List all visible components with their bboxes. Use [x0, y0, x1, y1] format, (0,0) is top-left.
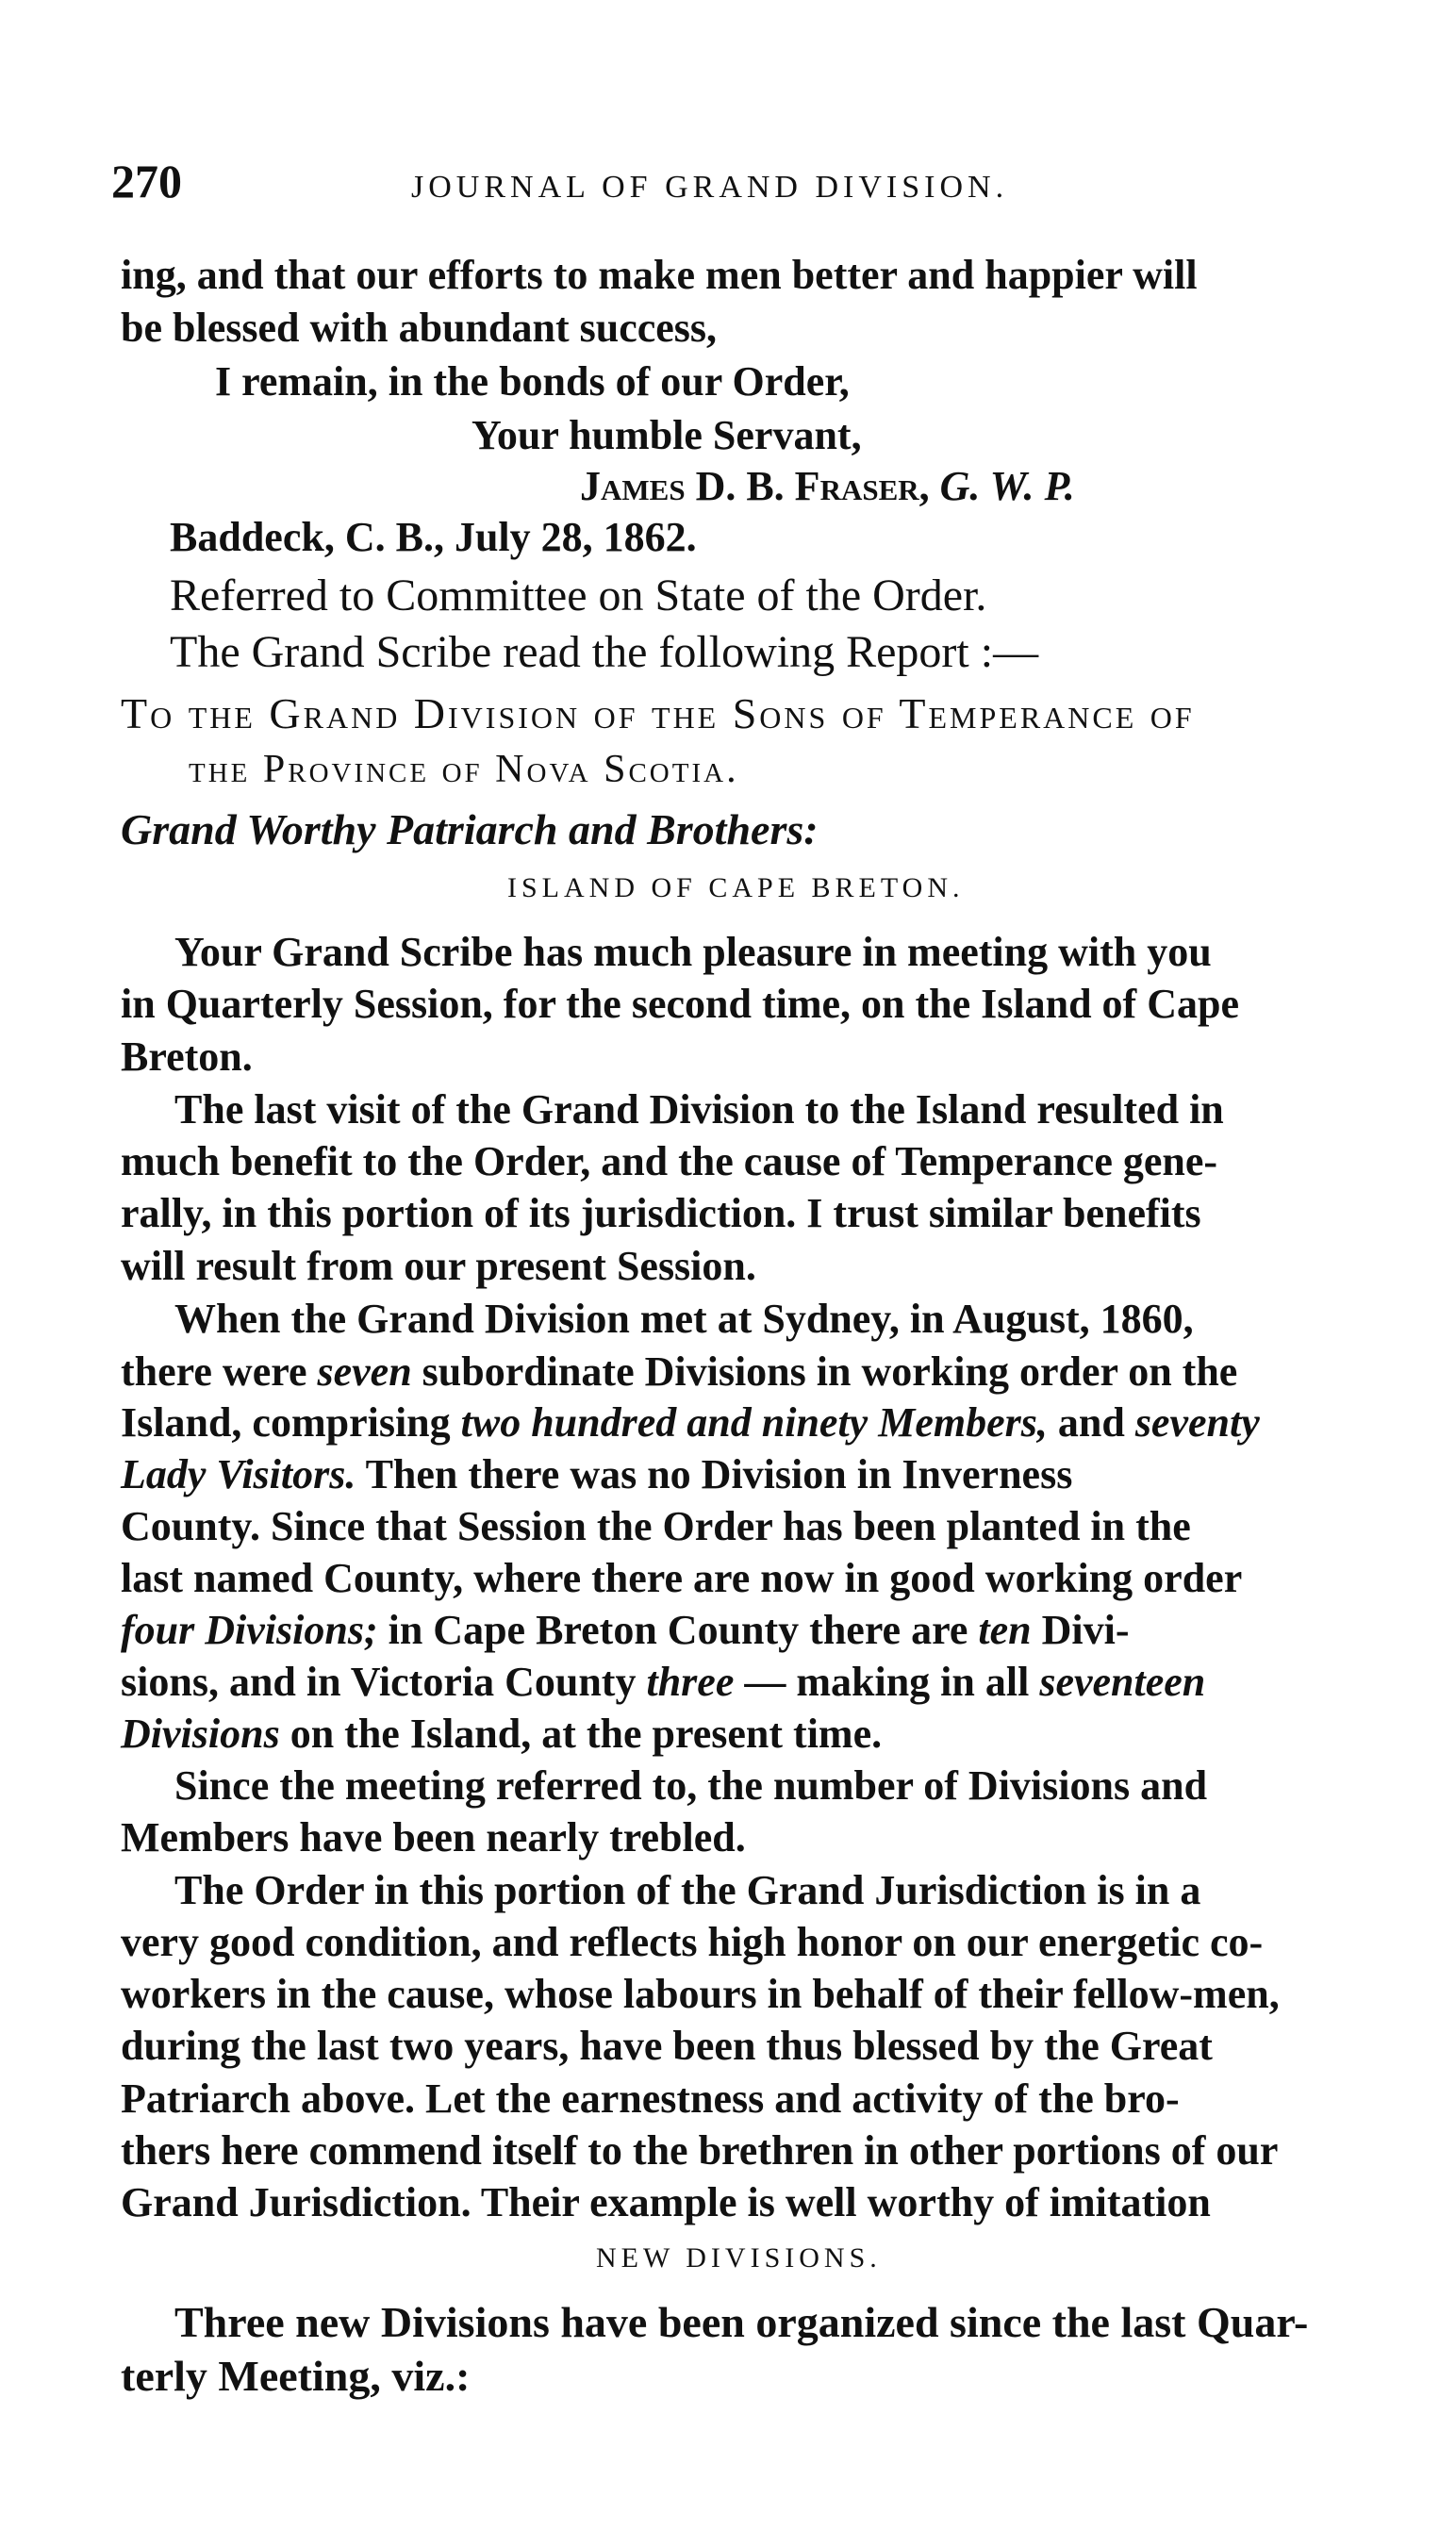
report-line: Members have been nearly trebled. [121, 1814, 746, 1860]
letter-line: ing, and that our efforts to make men better and happier will [121, 252, 1198, 298]
report-line: much benefit to the Order, and the cause of Temperance gene- [121, 1138, 1218, 1184]
page-number: 270 [111, 155, 182, 207]
report-line: Grand Jurisdiction. Their example is well worthy of imitation [121, 2179, 1211, 2225]
section-heading-new-divisions: NEW DIVISIONS. [596, 2242, 882, 2274]
report-line: The Order in this portion of the Grand Jurisdiction is in a [174, 1867, 1201, 1913]
report-line: Island, comprising two hundred and ninety Members, and seventy [121, 1399, 1260, 1446]
letter-line: be blessed with abundant success, [121, 305, 718, 351]
signature-name: James D. B. Fraser, [580, 463, 930, 509]
emphasis: seven [317, 1348, 412, 1395]
report-line: Your Grand Scribe has much pleasure in meeting with you [174, 929, 1212, 975]
report-line: workers in the cause, whose labours in behalf of their fellow-men, [121, 1971, 1280, 2017]
address-line: To the Grand Division of the Sons of Temperance of [121, 689, 1195, 737]
section-heading-cape-breton: ISLAND OF CAPE BRETON. [507, 872, 965, 903]
report-line: there were seven subordinate Divisions in working order on the [121, 1348, 1238, 1395]
emphasis: seventeen [1039, 1659, 1206, 1705]
report-line: last named County, where there are now in good working order [121, 1555, 1243, 1601]
letter-closing: I remain, in the bonds of our Order, [215, 358, 850, 405]
report-line: will result from our present Session. [121, 1243, 756, 1289]
salutation: Grand Worthy Patriarch and Brothers: [121, 805, 819, 853]
report-line: The last visit of the Grand Division to the Island resulted in [174, 1086, 1224, 1133]
emphasis: four Divisions; [121, 1607, 378, 1653]
letter-servant: Your humble Servant, [472, 412, 862, 458]
referral-note: Referred to Committee on State of the Order. [170, 570, 987, 620]
report-line: County. Since that Session the Order has been planted in the [121, 1503, 1191, 1549]
report-line: during the last two years, have been thus blessed by the Great [121, 2023, 1213, 2069]
address-line: the Province of Nova Scotia. [189, 748, 739, 791]
report-line: Breton. [121, 1033, 253, 1080]
report-line: sions, and in Victoria County three — making in all seventeen [121, 1659, 1206, 1705]
report-line: terly Meeting, viz.: [121, 2352, 471, 2400]
emphasis: two hundred and ninety Members, [460, 1399, 1048, 1446]
report-line: Divisions on the Island, at the present time. [121, 1711, 883, 1757]
signature-title: G. W. P. [939, 463, 1075, 509]
report-line: Three new Divisions have been organized since the last Quar- [174, 2298, 1309, 2346]
report-line: in Quarterly Session, for the second time, on the Island of Cape [121, 981, 1239, 1027]
emphasis: three [646, 1659, 735, 1705]
running-title: JOURNAL OF GRAND DIVISION. [411, 170, 1009, 205]
emphasis: Lady Visitors. [121, 1451, 356, 1497]
report-line: four Divisions; in Cape Breton County there are ten Divi- [121, 1607, 1130, 1653]
report-line: When the Grand Division met at Sydney, in August, 1860, [174, 1296, 1194, 1342]
emphasis: seventy [1134, 1399, 1260, 1446]
report-line: thers here commend itself to the brethren in other portions of our [121, 2127, 1279, 2174]
place-date: Baddeck, C. B., July 28, 1862. [170, 514, 697, 560]
signature [580, 463, 1075, 509]
report-line: rally, in this portion of its jurisdiction. I trust similar benefits [121, 1190, 1201, 1236]
report-line: Patriarch above. Let the earnestness and activity of the bro- [121, 2075, 1180, 2122]
report-intro: The Grand Scribe read the following Report :— [170, 627, 1039, 677]
report-line: Since the meeting referred to, the number of Divisions and [174, 1762, 1208, 1809]
report-line: very good condition, and reflects high honor on our energetic co- [121, 1919, 1264, 1965]
report-line: Lady Visitors. Then there was no Division in Inverness [121, 1451, 1073, 1497]
emphasis: Divisions [121, 1711, 280, 1757]
emphasis: ten [978, 1607, 1032, 1653]
